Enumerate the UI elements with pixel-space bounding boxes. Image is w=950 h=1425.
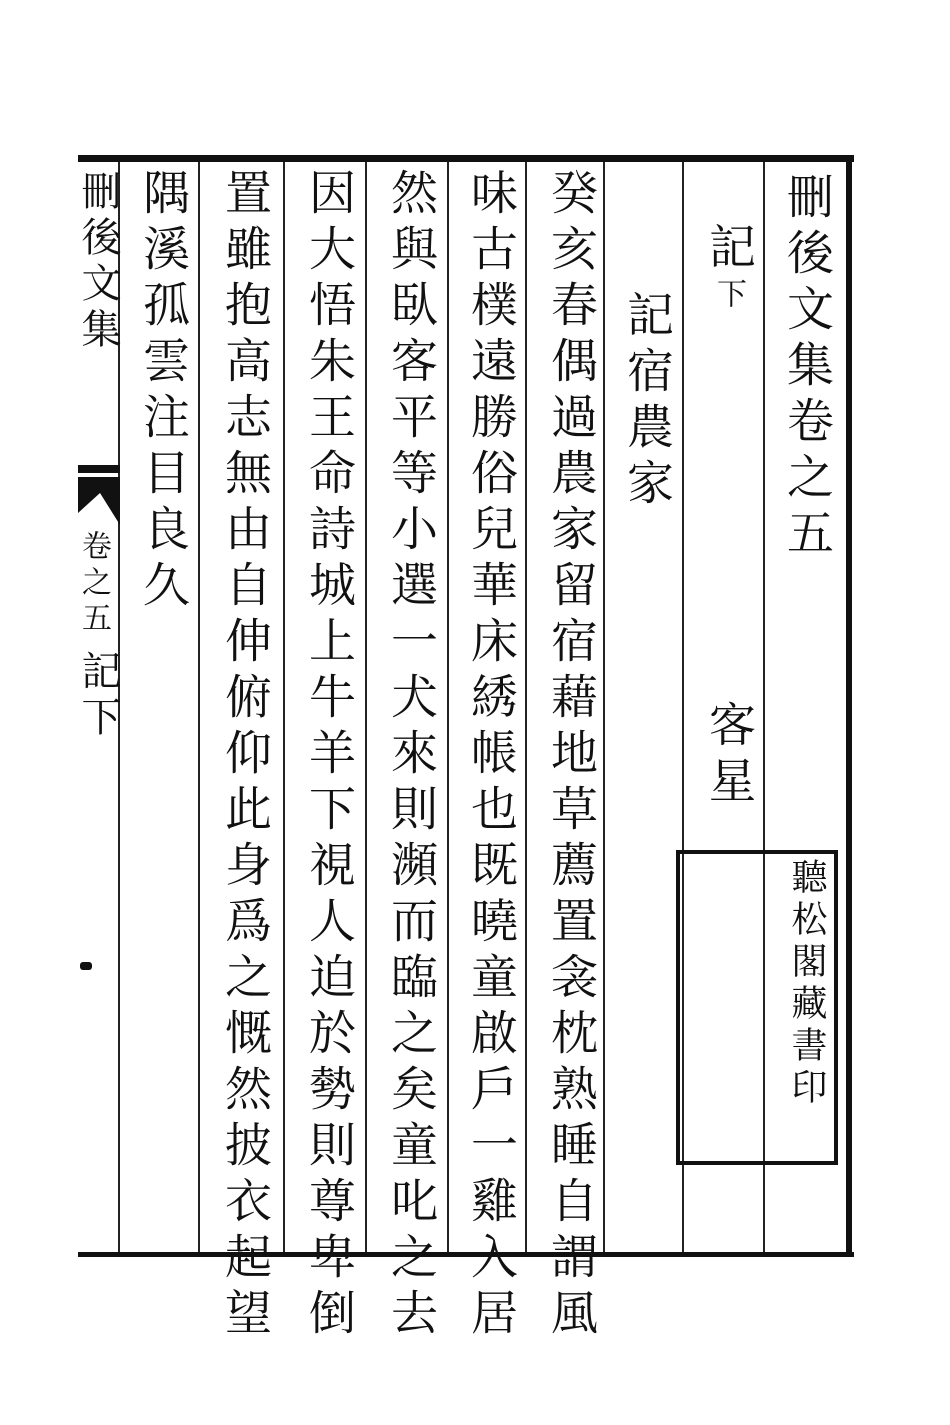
section-heading [700,222,756,310]
frame-top-border [78,155,854,162]
section-label: 記 [701,222,756,278]
seal-text: 聽松閣藏書印 [786,858,827,1110]
column-rule [447,162,449,1252]
text-column-2: 味古樸遠勝俗兒華床綉帳也既曉童啟戶一雞入居 [463,168,518,1344]
author-prefix: 客星 [701,700,756,812]
margin-dot [80,962,92,970]
column-rule [283,162,285,1252]
margin-section: 記下 [75,650,121,742]
fishtail-mark [78,465,120,525]
section-sub-label: 下 [711,278,746,310]
text-column-6: 隅溪孤雲注目良久 [135,168,190,616]
margin-volume: 卷之五 [76,530,111,638]
column-rule [603,162,605,1252]
frame-right-border [846,155,852,1257]
column-rule [198,162,200,1252]
collector-seal [676,850,838,1165]
column-rule [525,162,527,1252]
book-title: 刪後文集卷之五 [779,172,834,564]
text-column-4: 因大悟朱王命詩城上牛羊下視人迫於勢則尊卑倒 [301,168,356,1344]
text-column-5: 置雖抱高志無由自伸俯仰此身爲之慨然披衣起望 [217,168,272,1344]
text-column-1: 癸亥春偶過農家留宿藉地草薦置衾枕熟睡自謂風 [543,168,598,1344]
column-rule [365,162,367,1252]
essay-title: 記宿農家 [619,290,674,514]
margin-title: 刪後文集 [75,170,121,354]
text-column-3: 然與臥客平等小選一犬來則瀕而臨之矣童叱之去 [383,168,438,1344]
